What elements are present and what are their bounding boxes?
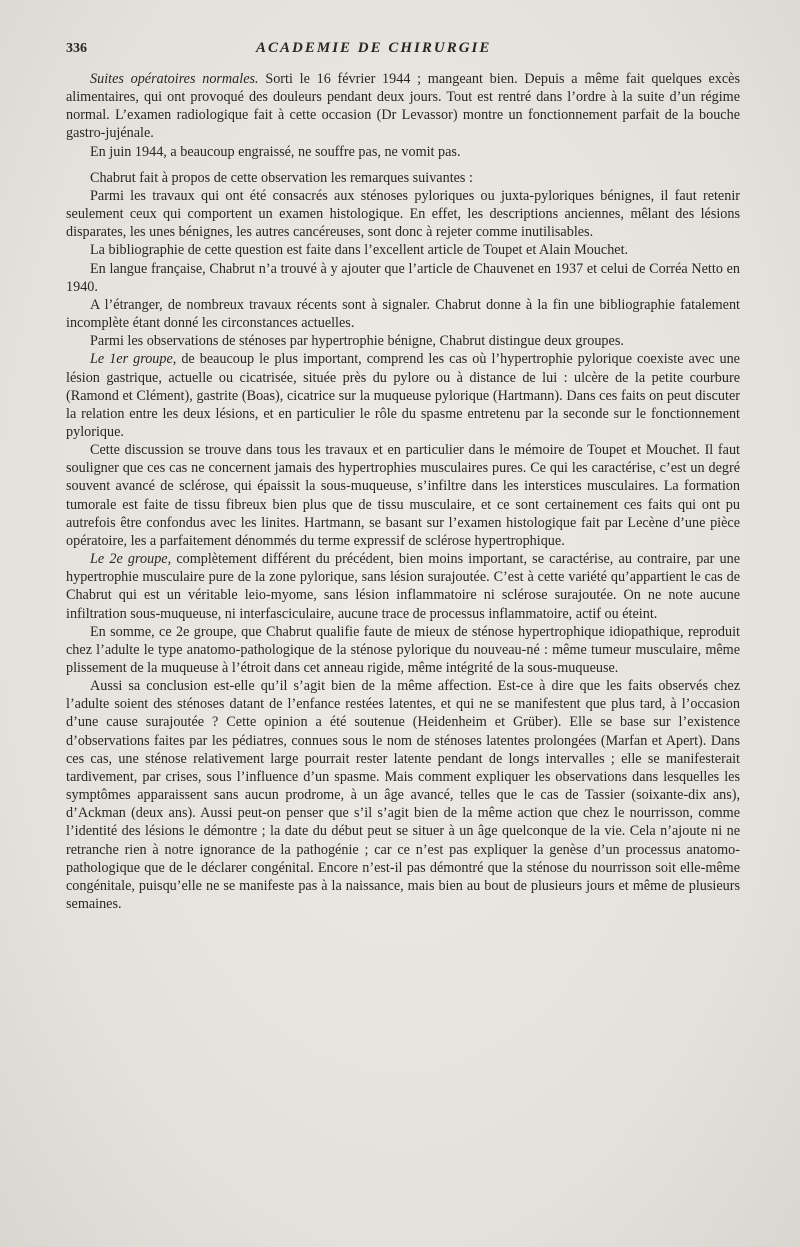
page-number: 336	[66, 41, 87, 56]
paragraph: Suites opératoires normales. Sorti le 16 février 1944 ; mangeant bien. Depuis a même fait quelques excès alimentaires, qui ont provoqué des douleurs pendant deux jours. Tout est rentré dans l’ordre à la suite d’un régime normal. L’examen radiologique fait à cette occasion (Dr Levassor) montre un fonctionnement parfait de la bouche gastro-jujénale.	[66, 71, 740, 142]
page-header	[66, 40, 740, 66]
paragraph: A l’étranger, de nombreux travaux récents sont à signaler. Chabrut donne à la fin une bibliographie fatalement incomplète étant donné les circonstances actuelles.	[66, 296, 740, 332]
paragraph: Le 2e groupe, complètement différent du précédent, bien moins important, se caractérise, au contraire, par une hypertrophie musculaire pure de la zone pylorique, sans lésion surajoutée. C’est à cette variété qu’appartient le cas de Chabrut qui est un véritable leio-myome, sans lésion inflammatoire ni sclérose surajoutée. On ne note aucune infiltration sous-muqueuse, ni interfasciculaire, aucune trace de processus inflammatoire, actif ou éteint.	[66, 551, 740, 622]
paragraph: En juin 1944, a beaucoup engraissé, ne souffre pas, ne vomit pas.	[90, 143, 461, 160]
paragraph: Chabrut fait à propos de cette observation les remarques suivantes :	[90, 169, 473, 186]
paragraph-lead: Le 2e groupe,	[90, 551, 172, 568]
paragraph-lead: Le 1er groupe,	[90, 351, 177, 368]
paragraph: En somme, ce 2e groupe, que Chabrut qualifie faute de mieux de sténose hypertrophique idiopathique, reproduit chez l’adulte le type anatomo-pathologique de la sténose pylorique du nouveau-né : même tumeur musculaire, même plissement de la muqueuse à l’étroit dans cet anneau rigide, même intégrité de la sous-muqueuse.	[66, 623, 740, 676]
paragraph: En langue française, Chabrut n’a trouvé à y ajouter que l’article de Chauvenet en 1937 et celui de Corréa Netto en 1940.	[66, 260, 740, 295]
paragraph: Aussi sa conclusion est-elle qu’il s’agit bien de la même affection. Est-ce à dire que les faits observés chez l’adulte soient des sténoses datant de l’enfance restées latentes, et qui ne se manifestent que plus tard, à l’occasion d’une cause surajoutée ? Cette opinion a été soutenue (Heidenheim et Grüber). Elle se base sur l’existence d’observations faites par les pédiatres, connues sous le nom de sténoses latentes prolongées (Marfan et Apert). Dans ces cas, une sténose relativement large pourrait rester latente pendant de longs intervalles ; elle se manifesterait tardivement, par crises, sous l’influence d’un spasme. Mais comment expliquer les observations dans lesquelles les symptômes apparaissent sans aucun prodrome, à un âge avancé, telles que le cas de Tassier (soixante-dix ans), d’Ackman (deux ans). Aussi peut-on penser que s’il s’agit bien de la même action que chez le nourrisson, comme l’identité des lésions le démontre ; la date du début peut se situer à un âge quelconque de la vie. Cela n’ajoute ni ne retranche rien à notre ignorance de la pathogénie ; car ce n’est pas expliquer la genèse d’un processus anatomo-pathologique que de le déclarer congénital. Encore n’est-il pas démontré que la sténose du nourrisson soit elle-même congénitale, puisqu’elle ne se manifeste pas à la naissance, mais bien au bout de plusieurs jours et même de plusieurs semaines.	[66, 678, 740, 913]
running-title: ACADEMIE DE CHIRURGIE	[256, 40, 492, 56]
paragraph-lead: Suites opératoires normales.	[90, 71, 259, 87]
paragraph: Le 1er groupe, de beaucoup le plus important, comprend les cas où l’hypertrophie pylorique coexiste avec une lésion gastrique, actuelle ou cicatrisée, située près du pylore ou à distance de lui : ulcère de la petite courbure (Ramond et Clément), gastrite (Boas), cicatrice sur la muqueuse pylorique (Hartmann). Dans ces faits on peut discuter la relation entre les deux lésions, et en particulier le rôle du spasme entretenu par la seconde sur le fonctionnement pylorique.	[66, 351, 740, 440]
paragraph: Cette discussion se trouve dans tous les travaux et en particulier dans le mémoire de Toupet et Mouchet. Il faut souligner que ces cas ne concernent jamais des hypertrophies musculaires pures. Ce qui les caractérise, c’est un degré souvent avancé de sclérose, qui épaissit la sous-muqueuse, s’infiltre dans les interstices musculaires. La formation tumorale est faite de tissu fibreux bien plus que de tissu musculaire, et ce sont certainement ces faits qui ont pu autrefois être confondus avec les linites. Hartmann, se basant sur l’examen histologique fait par Lecène d’une pièce opératoire, les a parfaitement dénommés du terme expressif de sclérose hypertrophique.	[66, 442, 740, 549]
paragraph: Parmi les observations de sténoses par hypertrophie bénigne, Chabrut distingue deux groupes.	[90, 333, 624, 350]
body-text	[66, 70, 740, 913]
paragraph: Parmi les travaux qui ont été consacrés aux sténoses pyloriques ou juxta-pyloriques bénignes, il faut retenir seulement ceux qui comportent un examen histologique. En effet, les descriptions anciennes, mêlant des lésions disparates, les unes bénignes, les autres cancéreuses, sont donc à rejeter comme inutilisables.	[66, 187, 740, 241]
paragraph: La bibliographie de cette question est faite dans l’excellent article de Toupet et Alain Mouchet.	[90, 242, 629, 259]
